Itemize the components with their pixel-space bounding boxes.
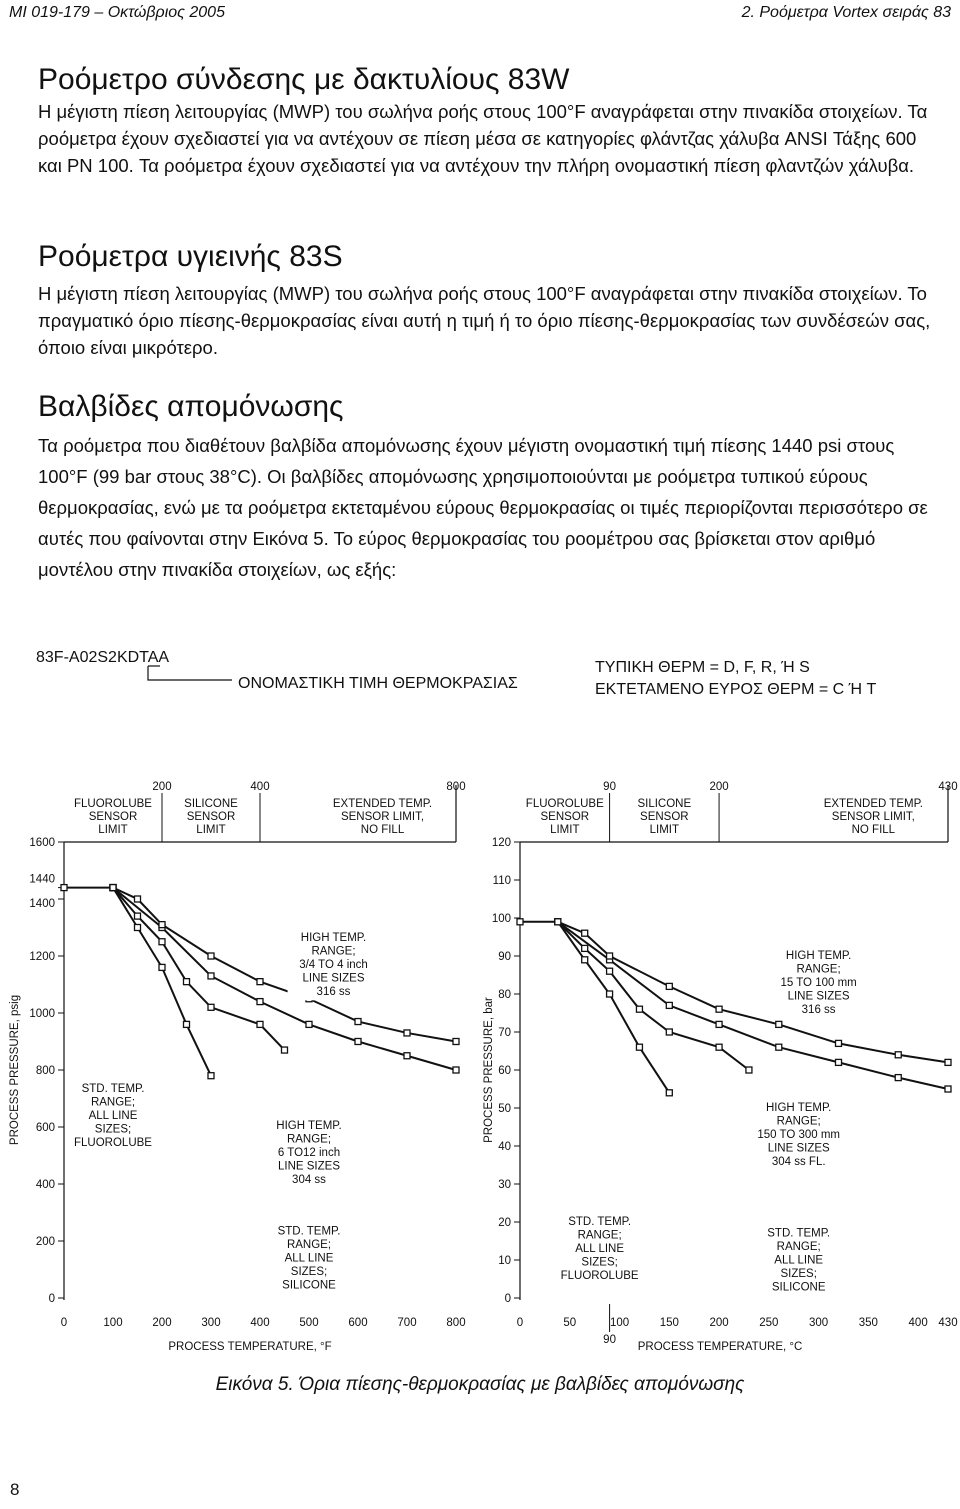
section-body: Η μέγιστη πίεση λειτουργίας (MWP) του σωλήνα ροής στους 100°F αναγράφεται στην πινακίδα στοιχείων. Τα ροόμετρα έχουν σχεδιαστεί για να αντέχουν σε πίεση μέσα σε κατηγορίες φλάντζας χάλυβα ANSI Τάξης 600 και PN 100. Τα ροόμετρα έχουν σχεδιαστεί για να αντέχουν την πλήρη ονομαστική πίεση φλαντζών χάλυβα. <box>38 101 928 176</box>
data-point <box>404 1053 410 1059</box>
sensor-limit-label: SENSOR <box>640 811 689 823</box>
data-point <box>666 1090 672 1096</box>
sensor-limit-label: SENSOR <box>186 811 236 823</box>
annotation-label: 6 TO12 inch <box>277 1146 341 1159</box>
annotation-label: 304 ss FL. <box>771 1155 826 1168</box>
y-tick-label: 100 <box>491 913 511 925</box>
annotation-label: 3/4 TO 4 inch <box>299 958 368 971</box>
annotation-label: SILICONE <box>771 1281 826 1294</box>
data-point <box>257 979 263 985</box>
header-left: MI 019-179 – Οκτώβριος 2005 <box>9 4 225 21</box>
annotation-label: LINE SIZES <box>787 990 850 1003</box>
data-point <box>208 1073 214 1079</box>
x-tick-label: 600 <box>348 1317 368 1329</box>
data-point <box>716 1021 722 1027</box>
data-point <box>776 1044 782 1050</box>
data-point <box>607 953 613 959</box>
data-point <box>945 1059 951 1065</box>
sensor-limit-label: SENSOR <box>88 811 138 823</box>
y-tick-label: 70 <box>498 1027 511 1039</box>
data-point <box>404 1030 410 1036</box>
y-tick-label: 600 <box>35 1122 55 1134</box>
data-point <box>159 939 165 945</box>
y-tick-label: 1200 <box>29 951 55 963</box>
pressure-limit-curve <box>558 922 948 1063</box>
data-point <box>582 930 588 936</box>
annotation-label: 150 TO 300 mm <box>757 1128 841 1141</box>
y-tick-label: 0 <box>504 1293 511 1305</box>
x-axis-title: PROCESS TEMPERATURE, °F <box>168 1341 332 1353</box>
sensor-limit-label: SENSOR <box>540 811 590 823</box>
annotation-label: LINE SIZES <box>278 1160 340 1173</box>
sensor-limit-label: SILICONE <box>637 798 692 810</box>
top-tick-label: 400 <box>250 781 270 793</box>
x-tick-label: 430 <box>938 1317 958 1329</box>
annotation-label: FLUOROLUBE <box>74 1136 152 1149</box>
temperature-rating-label: ΟΝΟΜΑΣΤΙΚΗ ΤΙΜΗ ΘΕΡΜΟΚΡΑΣΙΑΣ <box>238 675 518 692</box>
annotation-label: RANGE; <box>311 945 356 958</box>
x-tick-label: 300 <box>809 1317 829 1329</box>
x-tick-label: 700 <box>397 1317 417 1329</box>
annotation-label: RANGE; <box>796 963 841 976</box>
sensor-limit-label: EXTENDED TEMP. <box>332 798 433 810</box>
sensor-limit-label: LIMIT <box>649 824 680 836</box>
x-tick-label: 100 <box>103 1317 123 1329</box>
data-point <box>945 1086 951 1092</box>
data-point <box>836 1040 842 1046</box>
y-tick-label: 50 <box>498 1103 511 1115</box>
figure-5 <box>0 630 960 1370</box>
section-body: Τα ροόμετρα που διαθέτουν βαλβίδα απομόνωσης έχουν μέγιστη ονομαστική τιμή πίεσης 1440 psi στους 100°F (99 bar στους 38°C). Οι βαλβίδες απομόνωσης χρησιμοποιούνται με ροόμετρα τυπικού εύρους θερμοκρασίας, ενώ με τα ροόμετρα εκτεταμένου εύρους θερμοκρασίας οι τιμές περιορίζονται περισσότερο σε αυτές που φαίνονται στην Εικόνα 5. Το εύρος θερμοκρασίας του ροομέτρου σας βρίσκεται στον αριθμό μοντέλου στην πινακίδα στοιχείων, ως εξής: <box>38 435 928 580</box>
annotation-label: 316 ss <box>316 985 351 998</box>
y-tick-label: 1400 <box>29 898 55 910</box>
x-tick-label: 50 <box>563 1317 577 1329</box>
y-axis-title: PROCESS PRESSURE, psig <box>9 994 21 1146</box>
data-point <box>208 973 214 979</box>
annotation-label: 316 ss <box>801 1003 836 1016</box>
annotation-label: RANGE; <box>577 1229 622 1242</box>
chart-psig-fahrenheit <box>9 781 466 1353</box>
x-tick-label: 300 <box>201 1317 221 1329</box>
y-tick-label: 400 <box>35 1179 55 1191</box>
annotation-label: SIZES; <box>290 1265 328 1278</box>
data-point <box>159 964 165 970</box>
data-point <box>306 1021 312 1027</box>
pressure-limit-curve <box>113 888 456 1070</box>
figure-caption: Εικόνα 5. Όρια πίεσης-θερμοκρασίας με βαλβίδες απομόνωσης <box>215 1374 745 1395</box>
annotation-label: HIGH TEMP. <box>300 931 367 944</box>
x-tick-label: 200 <box>152 1317 172 1329</box>
y-tick-label: 60 <box>498 1065 511 1077</box>
data-point <box>135 925 141 931</box>
x-tick-label: 0 <box>60 1317 68 1329</box>
data-point <box>61 885 67 891</box>
top-tick-label: 200 <box>152 781 172 793</box>
sensor-limit-label: NO FILL <box>360 824 405 836</box>
header-right: 2. Ροόμετρα Vortex σειράς 83 <box>741 4 951 21</box>
top-tick-label: 800 <box>446 781 466 793</box>
annotation-label: HIGH TEMP. <box>765 1101 832 1114</box>
annotation-label: RANGE; <box>286 1238 332 1251</box>
y-tick-label: 110 <box>492 875 511 887</box>
data-point <box>636 1044 642 1050</box>
y-tick-label: 1600 <box>29 837 55 849</box>
data-point <box>110 885 116 891</box>
y-axis-title: PROCESS PRESSURE, bar <box>483 997 495 1143</box>
sensor-limit-label: NO FILL <box>851 824 896 836</box>
y-tick-label: 0 <box>48 1293 55 1305</box>
data-point <box>453 1067 459 1073</box>
top-tick-label: 430 <box>938 781 958 793</box>
annotation-label: LINE SIZES <box>302 972 365 985</box>
x-extra-tick-label: 90 <box>603 1334 616 1346</box>
annotation-label: ALL LINE <box>575 1242 625 1255</box>
data-point <box>607 968 613 974</box>
pressure-limit-curve <box>520 922 669 1093</box>
top-tick-label: 90 <box>603 781 616 793</box>
sensor-limit-label: LIMIT <box>98 824 128 836</box>
annotation-label: SILICONE <box>282 1279 336 1292</box>
sensor-limit-label: FLUOROLUBE <box>525 798 604 810</box>
data-point <box>184 979 190 985</box>
data-point <box>666 983 672 989</box>
data-point <box>636 1006 642 1012</box>
y-tick-label: 10 <box>498 1255 511 1267</box>
y-tick-label: 1000 <box>29 1008 55 1020</box>
top-tick-label: 200 <box>709 781 729 793</box>
data-point <box>208 1004 214 1010</box>
data-point <box>355 1039 361 1045</box>
section-isolation-valves <box>38 389 938 585</box>
x-tick-label: 250 <box>759 1317 779 1329</box>
data-point <box>135 913 141 919</box>
data-point <box>895 1075 901 1081</box>
data-point <box>159 922 165 928</box>
sensor-limit-label: LIMIT <box>196 824 226 836</box>
annotation-label: STD. TEMP. <box>767 1227 831 1240</box>
annotation-label: RANGE; <box>286 1133 332 1146</box>
data-point <box>135 896 141 902</box>
sensor-limit-label: FLUOROLUBE <box>74 798 152 810</box>
annotation-label: HIGH TEMP. <box>785 949 852 962</box>
y-tick-label: 800 <box>35 1065 55 1077</box>
data-point <box>517 919 523 925</box>
annotation-label: 304 ss <box>292 1173 326 1186</box>
data-point <box>257 999 263 1005</box>
y-tick-label: 80 <box>498 989 511 1001</box>
data-point <box>666 1029 672 1035</box>
annotation-label: ALL LINE <box>774 1254 824 1267</box>
model-code-diagram <box>36 649 876 698</box>
annotation-label: RANGE; <box>90 1096 136 1109</box>
page-number: 8 <box>10 1480 20 1499</box>
data-point <box>607 991 613 997</box>
section-title: Βαλβίδες απομόνωσης <box>38 390 344 423</box>
data-point <box>282 1047 288 1053</box>
annotation-label: STD. TEMP. <box>568 1215 632 1228</box>
data-point <box>895 1052 901 1058</box>
sensor-limit-label: SILICONE <box>184 798 238 810</box>
sensor-limit-label: EXTENDED TEMP. <box>823 798 923 810</box>
section-title: Ροόμετρα υγιεινής 83S <box>38 240 343 273</box>
annotation-label: FLUOROLUBE <box>560 1269 639 1282</box>
extended-temp-codes: ΕΚΤΕΤΑΜΕΝΟ ΕΥΡΟΣ ΘΕΡΜ = C Ή T <box>595 681 877 698</box>
data-point <box>184 1021 190 1027</box>
annotation-label: ALL LINE <box>88 1109 138 1122</box>
data-point <box>208 953 214 959</box>
y-tick-label: 90 <box>498 951 511 963</box>
annotation-label: 15 TO 100 mm <box>780 976 857 989</box>
annotation-label: SIZES; <box>581 1256 618 1269</box>
y-tick-label: 20 <box>498 1217 511 1229</box>
annotation-label: SIZES; <box>780 1267 817 1280</box>
sensor-limit-label: SENSOR LIMIT, <box>831 811 915 823</box>
y-tick-label: 1440 <box>29 873 55 886</box>
sensor-limit-label: SENSOR LIMIT, <box>340 811 425 823</box>
sensor-limit-label: LIMIT <box>550 824 580 836</box>
annotation-label: ALL LINE <box>284 1252 334 1265</box>
x-tick-label: 0 <box>516 1317 524 1329</box>
y-tick-label: 120 <box>491 837 511 849</box>
data-point <box>582 957 588 963</box>
section-83s <box>38 239 938 361</box>
x-tick-label: 100 <box>609 1317 630 1329</box>
x-tick-label: 400 <box>908 1317 928 1329</box>
annotation-label: STD. TEMP. <box>277 1225 341 1238</box>
data-point <box>716 1006 722 1012</box>
data-point <box>582 945 588 951</box>
annotation-label: LINE SIZES <box>767 1142 830 1155</box>
x-tick-label: 400 <box>250 1317 270 1329</box>
data-point <box>836 1059 842 1065</box>
data-point <box>257 1021 263 1027</box>
section-83w <box>38 62 938 179</box>
x-tick-label: 500 <box>299 1317 319 1329</box>
y-tick-label: 200 <box>35 1236 55 1248</box>
annotation-label: SIZES; <box>94 1123 132 1136</box>
data-point <box>716 1044 722 1050</box>
annotation-label: STD. TEMP. <box>81 1082 145 1095</box>
standard-temp-codes: ΤΥΠΙΚΗ ΘΕΡΜ = D, F, R, Ή S <box>595 659 810 676</box>
x-tick-label: 800 <box>446 1317 466 1329</box>
x-tick-label: 200 <box>709 1317 729 1329</box>
data-point <box>666 1002 672 1008</box>
data-point <box>555 919 561 925</box>
data-point <box>776 1021 782 1027</box>
data-point <box>355 1019 361 1025</box>
model-code: 83F-A02S2KDTAA <box>36 649 170 666</box>
section-title: Ροόμετρο σύνδεσης με δακτυλίους 83W <box>38 63 570 96</box>
section-body: Η μέγιστη πίεση λειτουργίας (MWP) του σωλήνα ροής στους 100°F αναγράφεται στην πινακίδα στοιχείων. Το πραγματικό όριο πίεσης-θερμοκρασίας είναι αυτή η τιμή ή το όριο πίεσης-θερμοκρασίας των συνδέσεών σας, όποιο είναι μικρότερο. <box>38 283 931 358</box>
annotation-label: RANGE; <box>776 1240 821 1253</box>
data-point <box>453 1039 459 1045</box>
data-point <box>746 1067 752 1073</box>
y-tick-label: 30 <box>498 1179 511 1191</box>
annotation-label: RANGE; <box>776 1115 821 1128</box>
x-tick-label: 350 <box>858 1317 878 1329</box>
x-tick-label: 150 <box>659 1317 679 1329</box>
x-axis-title: PROCESS TEMPERATURE, °C <box>637 1341 803 1353</box>
annotation-label: HIGH TEMP. <box>276 1119 342 1132</box>
code-leader-line <box>148 666 232 680</box>
y-tick-label: 40 <box>498 1141 511 1153</box>
chart-bar-celsius <box>483 781 958 1353</box>
